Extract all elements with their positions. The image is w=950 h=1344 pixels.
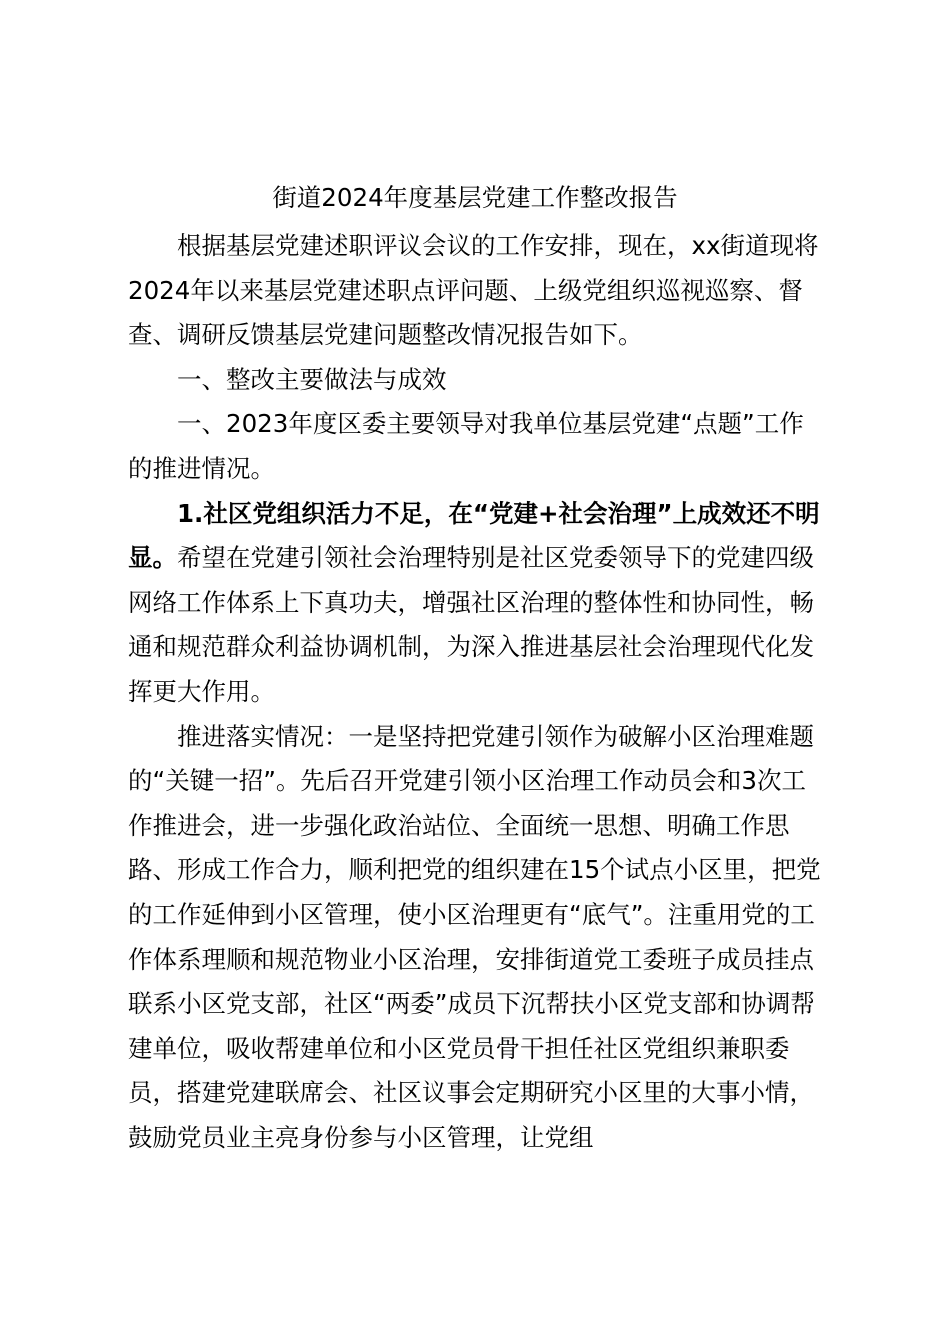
item-1-paragraph [128, 492, 828, 715]
section-heading: 一、整改主要做法与成效 [177, 364, 447, 394]
item-1-lead: 1.社区党组织活力不足，在“党建+社会治理”上成效还不明显。 [128, 498, 820, 573]
document-title: 街道2024年度基层党建工作整改报告 [272, 183, 678, 212]
subsection-heading: 一、2023年度区委主要领导对我单位基层党建“点题”工作的推进情况。 [128, 409, 804, 483]
item-1-text: 希望在党建引领社会治理特别是社区党委领导下的党建四级网络工作体系上下真功夫，增强社区治理的整体性和协同性，畅通和规范群众利益协调机制，为深入推进基层社会治理现代化发挥更大作用。 [128, 543, 814, 706]
progress-paragraph: 推进落实情况：一是坚持把党建引领作为破解小区治理难题的“关键一招”。先后召开党建引领小区治理工作动员会和3次工作推进会，进一步强化政治站位、全面统一思想、明确工作思路、形成工作合力，顺利把党的组织建在15个试点小区里，把党的工作延伸到小区管理，使小区治理更有“底气”。注重用党的工作体系理顺和规范物业小区治理，安排街道党工委班子成员挂点联系小区党支部，社区“两委”成员下沉帮扶小区党支部和协调帮建单位，吸收帮建单位和小区党员骨干担任社区党组织兼职委员，搭建党建联席会、社区议事会定期研究小区里的大事小情，鼓励党员业主亮身份参与小区管理，让党组 [128, 721, 821, 1152]
document-body [128, 224, 828, 1160]
intro-paragraph: 根据基层党建述职评议会议的工作安排，现在，xx街道现将2024年以来基层党建述职点评问题、上级党组织巡视巡察、督查、调研反馈基层党建问题整改情况报告如下。 [128, 231, 819, 350]
